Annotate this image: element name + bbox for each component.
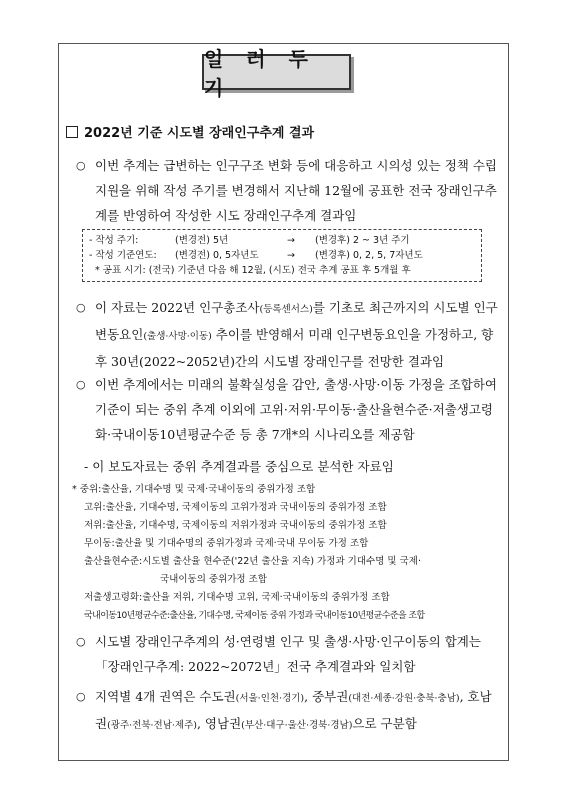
circle-bullet-icon: ○ xyxy=(76,378,86,391)
paragraph-1 xyxy=(78,153,503,228)
circle-bullet-icon: ○ xyxy=(76,301,86,314)
paragraph-text: 이 자료는 2022년 인구총조사(등록센서스)를 기초로 최근까지의 시도별 인구변동요인(출생·사망·이동) 추이를 반영해서 미래 인구변동요인을 가정하고, 향후 30년(2022~2052년)간의 시도별 장래인구를 전망한 결과임 xyxy=(95,300,498,369)
scenario-item: 국내이동10년평균수준: 출산율, 기대수명, 국제이동 중위 가정과 국내이동10년평균수준을 조합 xyxy=(84,611,425,621)
paragraph-text: 시도별 장래인구추계의 성·연령별 인구 및 출생·사망·인구이동의 합계는「장래인구추계: 2022~2072년」전국 추계결과와 일치함 xyxy=(95,634,481,674)
scenario-item: 출산율현수준: 시도별 출산율 현수준('22년 출산율 지속) 가정과 기대수명 및 국제· xyxy=(84,556,421,567)
schedule-row: - 작성 기준연도: (변경전) 0, 5자년도 → (변경후) 0, 2, 5, 7자년도 xyxy=(89,250,423,261)
paragraph-text: 이번 추계에서는 미래의 불확실성을 감안, 출생·사망·이동 가정을 조합하여 기준이 되는 중위 추계 이외에 고위·저위·무이동·출산율현수준·저출생고령화·국내이동10년평균수준 등 총 7개*의 시나리오를 제공함 xyxy=(95,377,497,442)
sub-note: - 이 보도자료는 중위 추계결과를 중심으로 분석한 자료임 xyxy=(84,459,394,474)
scenario-item: 저위: 출산율, 기대수명, 국제이동의 저위가정과 국내이동의 중위가정 조합 xyxy=(84,520,387,531)
section-heading xyxy=(66,122,314,141)
right-arrow-icon: → xyxy=(287,250,295,261)
checkbox-square-icon xyxy=(66,126,78,138)
section-title: 2022년 기준 시도별 장래인구추계 결과 xyxy=(84,126,315,141)
circle-bullet-icon: ○ xyxy=(76,635,86,648)
circle-bullet-icon: ○ xyxy=(76,690,86,703)
scenario-item: 고위: 출산율, 기대수명, 국제이동의 고위가정과 국내이동의 중위가정 조합 xyxy=(84,502,387,513)
scenario-item: * 중위: 출산율, 기대수명 및 국제·국내이동의 중위가정 조합 xyxy=(72,484,316,495)
paragraph-text: 이번 추계는 급변하는 인구구조 변화 등에 대응하고 시의성 있는 정책 수립 지원을 위해 작성 주기를 변경해서 지난해 12월에 공표한 전국 장래인구추계를 반영하여 작성한 시도 장래인구추계 결과임 xyxy=(95,158,497,223)
schedule-box xyxy=(82,229,482,282)
circle-bullet-icon: ○ xyxy=(76,159,86,172)
schedule-note: * 공표 시기: (전국) 기준년 다음 해 12월, (시도) 전국 추계 공표 후 5개월 후 xyxy=(95,265,411,276)
scenario-item-continued: 국내이동의 중위가정 조합 xyxy=(160,574,267,585)
paragraph-2 xyxy=(78,295,503,374)
scenario-item: 저출생고령화: 출산율 저위, 기대수명 고위, 국제·국내이동의 중위가정 조합 xyxy=(84,592,390,603)
schedule-row: - 작성 주기: (변경전) 5년 → (변경후) 2 ~ 3년 주기 xyxy=(89,235,410,246)
page-title: 일 러 두 기 xyxy=(202,54,351,90)
paragraph-5 xyxy=(78,684,503,738)
paragraph-3 xyxy=(78,372,503,447)
right-arrow-icon: → xyxy=(287,235,295,246)
scenario-item: 무이동: 출산율 및 기대수명의 중위가정과 국제·국내 무이동 가정 조합 xyxy=(84,538,369,549)
paragraph-4 xyxy=(78,629,503,679)
paragraph-text: 지역별 4개 권역은 수도권(서울·인천·경기), 중부권(대전·세종·강원·충북·충남), 호남권(광주·전북·전남·제주), 영남권(부산·대구·울산·경북·경남)으로 구분함 xyxy=(95,689,492,731)
scenario-notes xyxy=(72,481,502,625)
